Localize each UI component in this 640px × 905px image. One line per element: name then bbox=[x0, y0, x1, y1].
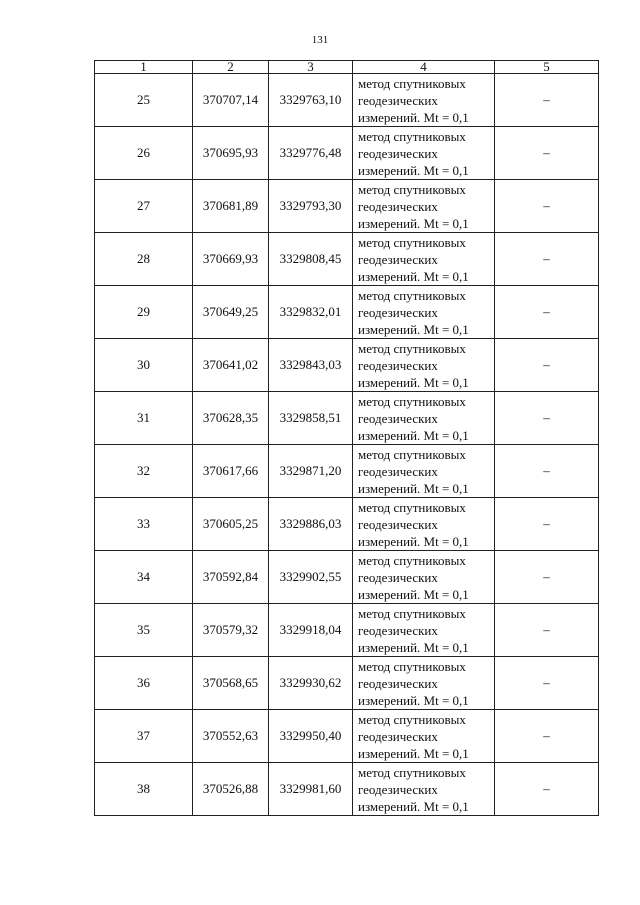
dash-mark: – bbox=[543, 569, 550, 584]
table-row bbox=[95, 657, 599, 710]
point-number: 31 bbox=[95, 392, 193, 445]
note-cell bbox=[495, 710, 599, 763]
header-col-3: 3 bbox=[269, 61, 353, 74]
dash-mark: – bbox=[543, 357, 550, 372]
header-col-1: 1 bbox=[95, 61, 193, 74]
method-line-2: геодезических bbox=[358, 728, 438, 744]
coord-x: 370669,93 bbox=[193, 233, 269, 286]
point-number: 36 bbox=[95, 657, 193, 710]
method-cell bbox=[353, 763, 495, 816]
method-line-3: измерений. Mt = 0,1 bbox=[358, 639, 469, 655]
table-row bbox=[95, 763, 599, 816]
coord-y: 3329930,62 bbox=[269, 657, 353, 710]
dash-mark: – bbox=[543, 516, 550, 531]
method-line-3: измерений. Mt = 0,1 bbox=[358, 427, 469, 443]
note-cell bbox=[495, 180, 599, 233]
method-line-1: метод спутниковых bbox=[358, 340, 466, 356]
header-col-4: 4 bbox=[353, 61, 495, 74]
method-line-3: измерений. Mt = 0,1 bbox=[358, 586, 469, 602]
coord-x: 370592,84 bbox=[193, 551, 269, 604]
method-line-1: метод спутниковых bbox=[358, 234, 466, 250]
method-cell bbox=[353, 74, 495, 127]
note-cell bbox=[495, 445, 599, 498]
note-cell bbox=[495, 551, 599, 604]
coord-x: 370649,25 bbox=[193, 286, 269, 339]
point-number: 33 bbox=[95, 498, 193, 551]
table-row bbox=[95, 392, 599, 445]
coord-y: 3329950,40 bbox=[269, 710, 353, 763]
coord-y: 3329832,01 bbox=[269, 286, 353, 339]
method-line-2: геодезических bbox=[358, 569, 438, 585]
method-line-1: метод спутниковых bbox=[358, 499, 466, 515]
method-line-3: измерений. Mt = 0,1 bbox=[358, 798, 469, 814]
coord-y: 3329858,51 bbox=[269, 392, 353, 445]
method-line-2: геодезических bbox=[358, 145, 438, 161]
method-line-3: измерений. Mt = 0,1 bbox=[358, 374, 469, 390]
coord-x: 370707,14 bbox=[193, 74, 269, 127]
method-line-2: геодезических bbox=[358, 251, 438, 267]
method-line-2: геодезических bbox=[358, 304, 438, 320]
method-line-1: метод спутниковых bbox=[358, 605, 466, 621]
dash-mark: – bbox=[543, 463, 550, 478]
table-row bbox=[95, 127, 599, 180]
table-row bbox=[95, 710, 599, 763]
method-line-1: метод спутниковых bbox=[358, 446, 466, 462]
coord-y: 3329886,03 bbox=[269, 498, 353, 551]
note-cell bbox=[495, 763, 599, 816]
note-cell bbox=[495, 657, 599, 710]
dash-mark: – bbox=[543, 781, 550, 796]
coord-x: 370617,66 bbox=[193, 445, 269, 498]
method-line-3: измерений. Mt = 0,1 bbox=[358, 533, 469, 549]
method-line-2: геодезических bbox=[358, 410, 438, 426]
coord-x: 370641,02 bbox=[193, 339, 269, 392]
method-cell bbox=[353, 498, 495, 551]
method-line-2: геодезических bbox=[358, 516, 438, 532]
table-row bbox=[95, 286, 599, 339]
method-line-3: измерений. Mt = 0,1 bbox=[358, 321, 469, 337]
method-line-3: измерений. Mt = 0,1 bbox=[358, 480, 469, 496]
method-line-2: геодезических bbox=[358, 357, 438, 373]
method-line-1: метод спутниковых bbox=[358, 181, 466, 197]
method-line-1: метод спутниковых bbox=[358, 128, 466, 144]
coord-x: 370605,25 bbox=[193, 498, 269, 551]
table-row bbox=[95, 498, 599, 551]
note-cell bbox=[495, 392, 599, 445]
method-cell bbox=[353, 445, 495, 498]
point-number: 30 bbox=[95, 339, 193, 392]
coord-y: 3329793,30 bbox=[269, 180, 353, 233]
method-line-2: геодезических bbox=[358, 675, 438, 691]
method-line-1: метод спутниковых bbox=[358, 393, 466, 409]
dash-mark: – bbox=[543, 675, 550, 690]
coord-x: 370695,93 bbox=[193, 127, 269, 180]
dash-mark: – bbox=[543, 92, 550, 107]
point-number: 37 bbox=[95, 710, 193, 763]
method-line-3: измерений. Mt = 0,1 bbox=[358, 162, 469, 178]
coord-x: 370628,35 bbox=[193, 392, 269, 445]
coord-x: 370681,89 bbox=[193, 180, 269, 233]
method-line-1: метод спутниковых bbox=[358, 764, 466, 780]
method-cell bbox=[353, 710, 495, 763]
table-row bbox=[95, 74, 599, 127]
method-line-3: измерений. Mt = 0,1 bbox=[358, 215, 469, 231]
method-line-1: метод спутниковых bbox=[358, 287, 466, 303]
method-cell bbox=[353, 392, 495, 445]
table-row bbox=[95, 180, 599, 233]
point-number: 26 bbox=[95, 127, 193, 180]
note-cell bbox=[495, 339, 599, 392]
point-number: 35 bbox=[95, 604, 193, 657]
page-number: 131 bbox=[311, 34, 329, 46]
coord-x: 370579,32 bbox=[193, 604, 269, 657]
method-cell bbox=[353, 551, 495, 604]
dash-mark: – bbox=[543, 145, 550, 160]
header-col-5: 5 bbox=[495, 61, 599, 74]
coord-y: 3329981,60 bbox=[269, 763, 353, 816]
point-number: 27 bbox=[95, 180, 193, 233]
method-line-3: измерений. Mt = 0,1 bbox=[358, 745, 469, 761]
method-line-2: геодезических bbox=[358, 463, 438, 479]
coord-x: 370552,63 bbox=[193, 710, 269, 763]
coord-y: 3329808,45 bbox=[269, 233, 353, 286]
note-cell bbox=[495, 604, 599, 657]
table-row bbox=[95, 339, 599, 392]
coord-y: 3329843,03 bbox=[269, 339, 353, 392]
method-cell bbox=[353, 233, 495, 286]
point-number: 25 bbox=[95, 74, 193, 127]
method-line-1: метод спутниковых bbox=[358, 552, 466, 568]
point-number: 28 bbox=[95, 233, 193, 286]
method-line-3: измерений. Mt = 0,1 bbox=[358, 692, 469, 708]
header-col-2: 2 bbox=[193, 61, 269, 74]
note-cell bbox=[495, 127, 599, 180]
method-cell bbox=[353, 127, 495, 180]
method-line-1: метод спутниковых bbox=[358, 658, 466, 674]
point-number: 29 bbox=[95, 286, 193, 339]
coord-x: 370568,65 bbox=[193, 657, 269, 710]
note-cell bbox=[495, 74, 599, 127]
dash-mark: – bbox=[543, 304, 550, 319]
method-line-2: геодезических bbox=[358, 781, 438, 797]
table-row bbox=[95, 551, 599, 604]
coord-y: 3329763,10 bbox=[269, 74, 353, 127]
method-cell bbox=[353, 339, 495, 392]
method-line-1: метод спутниковых bbox=[358, 75, 466, 91]
point-number: 32 bbox=[95, 445, 193, 498]
method-line-1: метод спутниковых bbox=[358, 711, 466, 727]
coordinates-table bbox=[94, 60, 599, 816]
method-cell bbox=[353, 286, 495, 339]
note-cell bbox=[495, 286, 599, 339]
method-cell bbox=[353, 604, 495, 657]
table-row bbox=[95, 445, 599, 498]
note-cell bbox=[495, 498, 599, 551]
method-line-2: геодезических bbox=[358, 622, 438, 638]
coord-y: 3329918,04 bbox=[269, 604, 353, 657]
coord-y: 3329776,48 bbox=[269, 127, 353, 180]
method-cell bbox=[353, 180, 495, 233]
dash-mark: – bbox=[543, 410, 550, 425]
table-row bbox=[95, 233, 599, 286]
method-line-2: геодезических bbox=[358, 92, 438, 108]
method-line-3: измерений. Mt = 0,1 bbox=[358, 268, 469, 284]
coord-y: 3329902,55 bbox=[269, 551, 353, 604]
method-cell bbox=[353, 657, 495, 710]
method-line-3: измерений. Mt = 0,1 bbox=[358, 109, 469, 125]
coord-x: 370526,88 bbox=[193, 763, 269, 816]
dash-mark: – bbox=[543, 251, 550, 266]
dash-mark: – bbox=[543, 622, 550, 637]
dash-mark: – bbox=[543, 198, 550, 213]
dash-mark: – bbox=[543, 728, 550, 743]
point-number: 38 bbox=[95, 763, 193, 816]
table-row bbox=[95, 604, 599, 657]
coord-y: 3329871,20 bbox=[269, 445, 353, 498]
method-line-2: геодезических bbox=[358, 198, 438, 214]
header-row bbox=[95, 61, 599, 74]
note-cell bbox=[495, 233, 599, 286]
point-number: 34 bbox=[95, 551, 193, 604]
